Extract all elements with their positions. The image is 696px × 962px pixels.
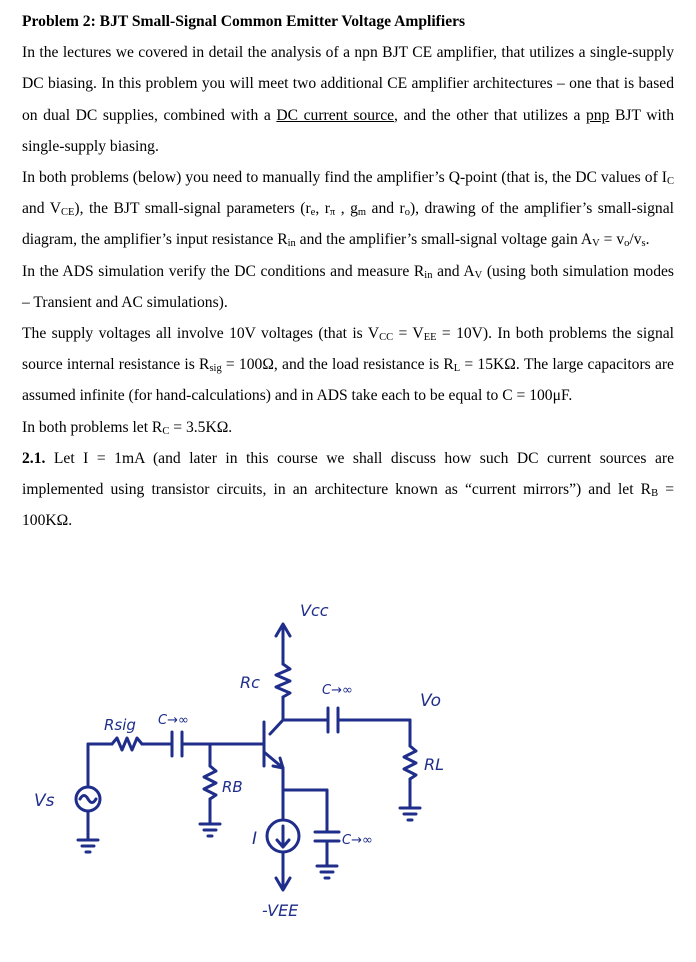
link-dc-current-source[interactable]: DC current source: [276, 106, 395, 124]
vee-label: -VEE: [262, 901, 299, 920]
link-pnp[interactable]: pnp: [586, 106, 610, 124]
vs-label: Vs: [34, 791, 55, 811]
rl-label: RL: [424, 755, 445, 774]
current-source-label: I: [252, 829, 258, 849]
input-capacitor-label: C→∞: [158, 713, 189, 728]
problem-title: Problem 2: BJT Small-Signal Common Emitter Voltage Amplifiers: [22, 13, 466, 30]
part-2-1-paragraph: 2.1. Let I = 1mA (and later in this course we shall discuss how such DC current sources are implemented using transistor circuits, in an architecture known as “current mirrors”) and let $R_B = 100K\Omega$.: [22, 449, 674, 530]
problem-document: [22, 6, 674, 536]
intro-paragraph: In the lectures we covered in detail the analysis of a npn BJT CE amplifier, that utilizes a single-supply DC biasing. In this problem you will meet two additional CE amplifier architectures – one that is based on dual DC supplies, combined with a DC current source, and the other that utilizes a pnp BJT with single-supply biasing.: [22, 44, 674, 155]
simulation-paragraph: In the ADS simulation verify the DC conditions and measure $R_{in}$ and $A_V$ (using both simulation modes – Transient and AC simulations).: [22, 262, 674, 311]
rb-label: RB: [222, 778, 243, 796]
ce-amplifier-circuit-diagram: [0, 596, 696, 962]
rsig-label: Rsig: [104, 716, 136, 734]
emitter-capacitor-label: C→∞: [342, 833, 373, 848]
supply-paragraph: The supply voltages all involve 10V voltages (that is $V_{CC} = V_{EE} = 10V$). In both problems the signal source internal resistance is $R_{sig} = 100\Omega$, and the load resistance is $R_L = 15K\Omega$. The large capacitors are assumed infinite (for hand-calculations) and in ADS take each to be equal to C = 100μF.: [22, 325, 674, 405]
requirements-paragraph: In both problems (below) you need to manually find the amplifier’s Q-point (that is, the DC values of $I_C$ and $V_{CE}$), the BJT small-signal parameters ($r_e$, $r_\pi$ , $g_m$ and $r_o$), drawing of the amplifier’s small-signal diagram, the amplifier’s input resistance $R_{in}$ and the amplifier’s small-signal voltage gain $A_V = v_o/v_s$.: [22, 169, 674, 250]
vcc-label: Vcc: [300, 601, 329, 620]
rc-paragraph: In both problems let $R_C = 3.5K\Omega$.: [22, 418, 233, 437]
vo-label: Vo: [420, 691, 442, 711]
output-capacitor-label: C→∞: [322, 683, 353, 698]
rc-label: Rc: [240, 673, 260, 692]
